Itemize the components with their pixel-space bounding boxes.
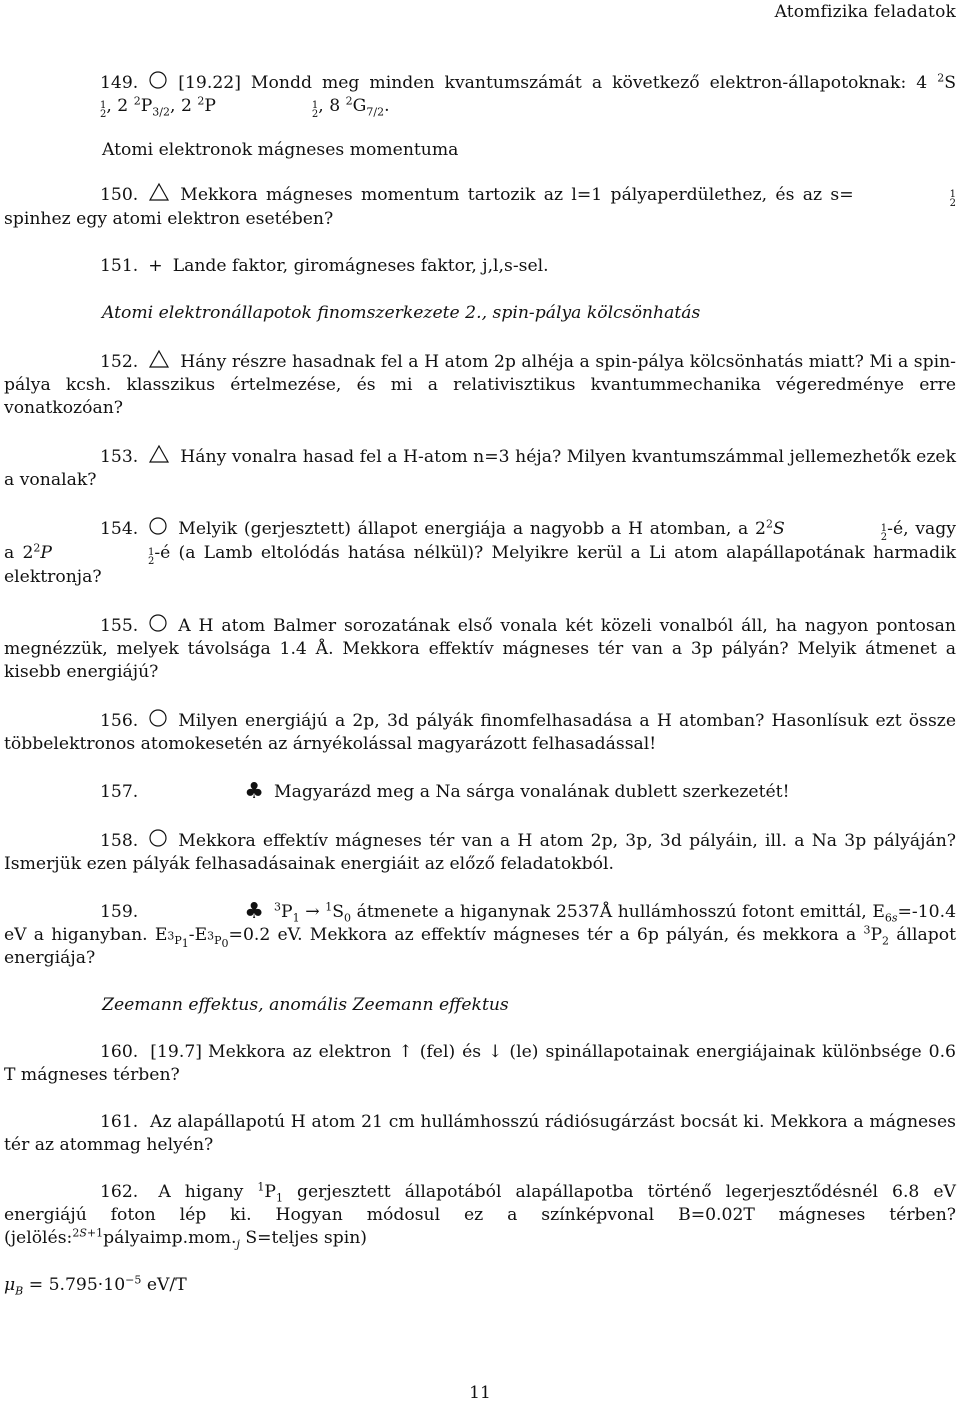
- club-icon: ♣: [244, 899, 265, 924]
- triangle-icon: [148, 444, 170, 464]
- up-arrow-icon: ↑: [398, 1042, 413, 1062]
- problem-157: 157. ♣ Magyarázd meg a Na sárga vonalának dublett szerkezetét!: [100, 779, 790, 804]
- down-arrow-icon: ↓: [488, 1042, 503, 1062]
- club-icon: ♣: [244, 779, 265, 804]
- section-heading-zeeman: Zeemann effektus, anomális Zeemann effektus: [102, 995, 509, 1015]
- problem-160: 160. [19.7] Mekkora az elektron ↑ (fel) és ↓ (le) spinállapotainak energiájainak különbsége 0.6 T mágneses térben?: [4, 1042, 956, 1085]
- circle-icon: [148, 516, 168, 536]
- problem-154: 154. Melyik (gerjesztett) állapot energiája a nagyobb a H atomban, a $2^2S$ 1 2 -é, vagy a $2^2P$ 1 2 -é (a Lamb eltolódás hatása nélkül)? Melyikre kerül a Li atom alapállapotának harmadik elektronja?: [4, 517, 956, 587]
- triangle-icon: [148, 182, 170, 202]
- page-header: Atomfizika feladatok: [774, 2, 956, 22]
- problem-159: 159. ♣ $^3P_1 \to ^1S_0$ átmenete a higanynak 2537Å hullámhosszú fotont emittál, $E_{6s}=-10.4$ eV a higanyban. $E_{^3P_1}-E_{^3P_0}=0.2$ eV. Mekkora az effektív mágneses tér a 6p pályán, és mekkora a $^3P_2$ állapot energiája?: [4, 899, 957, 968]
- constant-mu-b: $\mu_B = 5.795\cdot 10^{-5}$ eV/T: [4, 1273, 187, 1298]
- problem-158: 158. Mekkora effektív mágneses tér van a H atom 2p, 3p, 3d pályáin, ill. a Na 3p pályáján? Ismerjük ezen pályák felhasadásainak energiáit az előző feladatokból.: [4, 828, 956, 876]
- section-heading-fine-structure: Atomi elektronállapotok finomszerkezete 2., spin-pálya kölcsönhatás: [102, 303, 701, 323]
- problem-161: 161. Az alapállapotú H atom 21 cm hullámhosszú rádiósugárzást bocsát ki. Mekkora a mágneses tér az atommag helyén?: [4, 1112, 956, 1155]
- problem-152: 152. Hány részre hasadnak fel a H atom 2p alhéja a spin-pálya kölcsönhatás miatt? Mi a spin-pálya kcsh. klasszikus értelmezése, és mi a relativisztikus kvantummechanika végeredménye erre vonatkozóan?: [4, 349, 956, 420]
- page-number: 11: [469, 1383, 491, 1403]
- problem-150: 150. Mekkora mágneses momentum tartozik az l=1 pályaperdülethez, és az s= 1 2 spinhez egy atomi elektron esetében?: [4, 182, 956, 231]
- problem-list: [4, 70, 956, 1297]
- circle-icon: [148, 70, 168, 90]
- problem-162: 162. A higany $^1P_1$ gerjesztett állapotából alapállapotba történő legerjesztődésnél 6.8 eV energiájú foton lép ki. Hogyan módosul ez a színképvonal B=0.02T mágneses térben? ($jelölés:^{2S+1}pályaimp.mom._j$ S=teljes spin): [4, 1180, 956, 1251]
- problem-155: 155. A H atom Balmer sorozatának első vonala két közeli vonalból áll, ha nagyon pontosan megnézzük, melyek távolsága 1.4 Å. Mekkora effektív mágneses tér van a 3p pályán? Melyik átmenet a kisebb energiájú?: [4, 613, 956, 684]
- plus-icon: +: [148, 256, 163, 276]
- circle-icon: [148, 613, 168, 633]
- problem-153: 153. Hány vonalra hasad fel a H-atom n=3 héja? Milyen kvantumszámmal jellemezhetők ezek a vonalak?: [4, 444, 956, 492]
- problem-149: 149. [19.22] Mondd meg minden kvantumszámát a következő elektron-állapotoknak: 4 $^2$S 1 2 , 2 $^2P_{3/2}$, 2 $^2$P 1 2 , 8 $^2G_{7/2}$.: [100, 71, 956, 120]
- problem-151: 151. + Lande faktor, giromágneses faktor, j,l,s-sel.: [100, 256, 549, 276]
- circle-icon: [148, 708, 168, 728]
- circle-icon: [148, 828, 168, 848]
- problem-156: 156. Milyen energiájú a 2p, 3d pályák finomfelhasadása a H atomban? Hasonlísuk ezt össze többelektronos atomokesetén az árnyékolással magyarázott felhasadással!: [4, 708, 956, 756]
- triangle-icon: [148, 349, 170, 369]
- section-heading-magnetic-moment: Atomi elektronok mágneses momentuma: [102, 140, 459, 160]
